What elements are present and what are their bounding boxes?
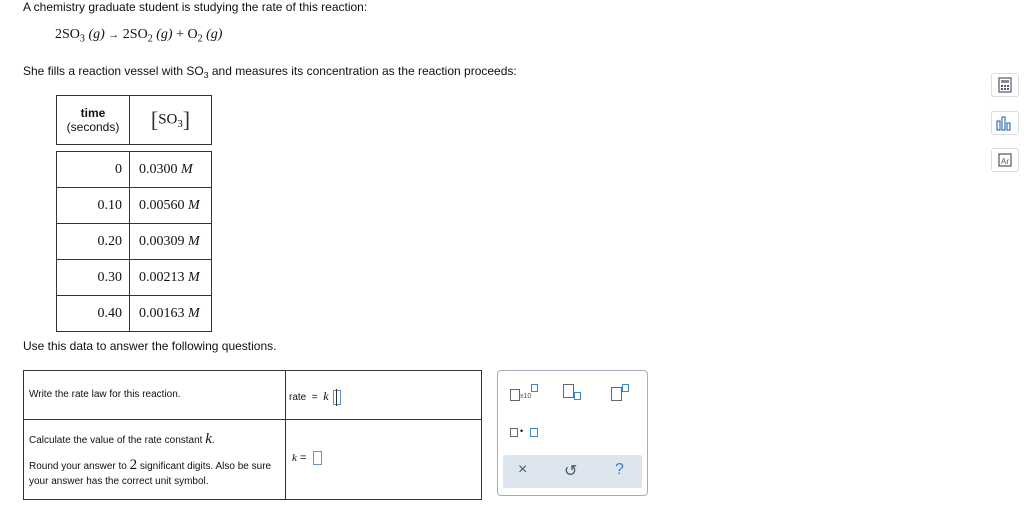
vessel-sentence: She fills a reaction vessel with $SO_3$ and measures its concentration as the reaction proceeds: — [23, 64, 517, 81]
svg-text:Ar: Ar — [1001, 157, 1009, 166]
calculator-icon[interactable] — [991, 73, 1019, 97]
undo-icon[interactable]: ↺ — [564, 463, 578, 480]
reaction-equation: $2SO_3$ $(g) \to 2SO_2$ $(g) + O_2$ (g) — [55, 27, 223, 45]
so3-column-header: $[SO_3]$ — [130, 96, 212, 145]
rate-constant-input[interactable] — [313, 451, 322, 465]
rate-law-prompt: Write the rate law for this reaction. — [29, 389, 181, 400]
scientific-notation-button[interactable]: x10 — [510, 384, 534, 404]
toolbar-action-bar — [503, 455, 642, 488]
conc-cell: 0.00309 M — [130, 224, 212, 260]
table-row — [57, 188, 212, 224]
table-row — [57, 260, 212, 296]
intro-text: A chemistry graduate student is studying the rate of this reaction: — [23, 0, 368, 14]
use-data-text: Use this data to answer the following questions. — [23, 339, 277, 353]
time-cell: 0.10 — [57, 188, 130, 224]
table-header-row — [57, 96, 212, 145]
help-icon[interactable]: ? — [615, 461, 624, 478]
clear-icon[interactable]: × — [518, 461, 528, 478]
rate-constant-prompt: Calculate the value of the rate constant k. — [29, 431, 215, 447]
table-row — [57, 152, 212, 188]
rate-constant-row — [24, 420, 481, 499]
time-cell: 0.40 — [57, 296, 130, 332]
periodic-table-icon[interactable] — [991, 148, 1019, 172]
conc-cell: 0.0300 M — [130, 152, 212, 188]
conc-cell: 0.00560 M — [130, 188, 212, 224]
rate-law-input[interactable] — [333, 390, 341, 405]
conc-cell: 0.00213 M — [130, 260, 212, 296]
time-cell: 0 — [57, 152, 130, 188]
rate-constant-field[interactable]: k = — [292, 451, 322, 465]
chart-icon[interactable] — [991, 111, 1019, 135]
rate-law-field[interactable]: rate = k — [289, 389, 341, 405]
conc-cell: 0.00163 M — [130, 296, 212, 332]
time-cell: 0.30 — [57, 260, 130, 296]
table-row — [57, 296, 212, 332]
subscript-button[interactable] — [561, 384, 585, 404]
answer-box — [23, 370, 482, 500]
time-cell: 0.20 — [57, 224, 130, 260]
rate-law-row — [24, 371, 481, 420]
rounding-instructions: Round your answer to 2 significant digits. Also be sure your answer has the correct unit symbol. — [29, 457, 272, 487]
multiply-dot-button[interactable]: • — [510, 426, 534, 446]
table-row — [57, 224, 212, 260]
math-toolbar — [497, 370, 648, 496]
time-column-header: time (seconds) — [57, 96, 130, 145]
concentration-table — [56, 95, 212, 332]
superscript-button[interactable] — [611, 384, 635, 404]
reaction-arrow: → — [108, 29, 120, 41]
